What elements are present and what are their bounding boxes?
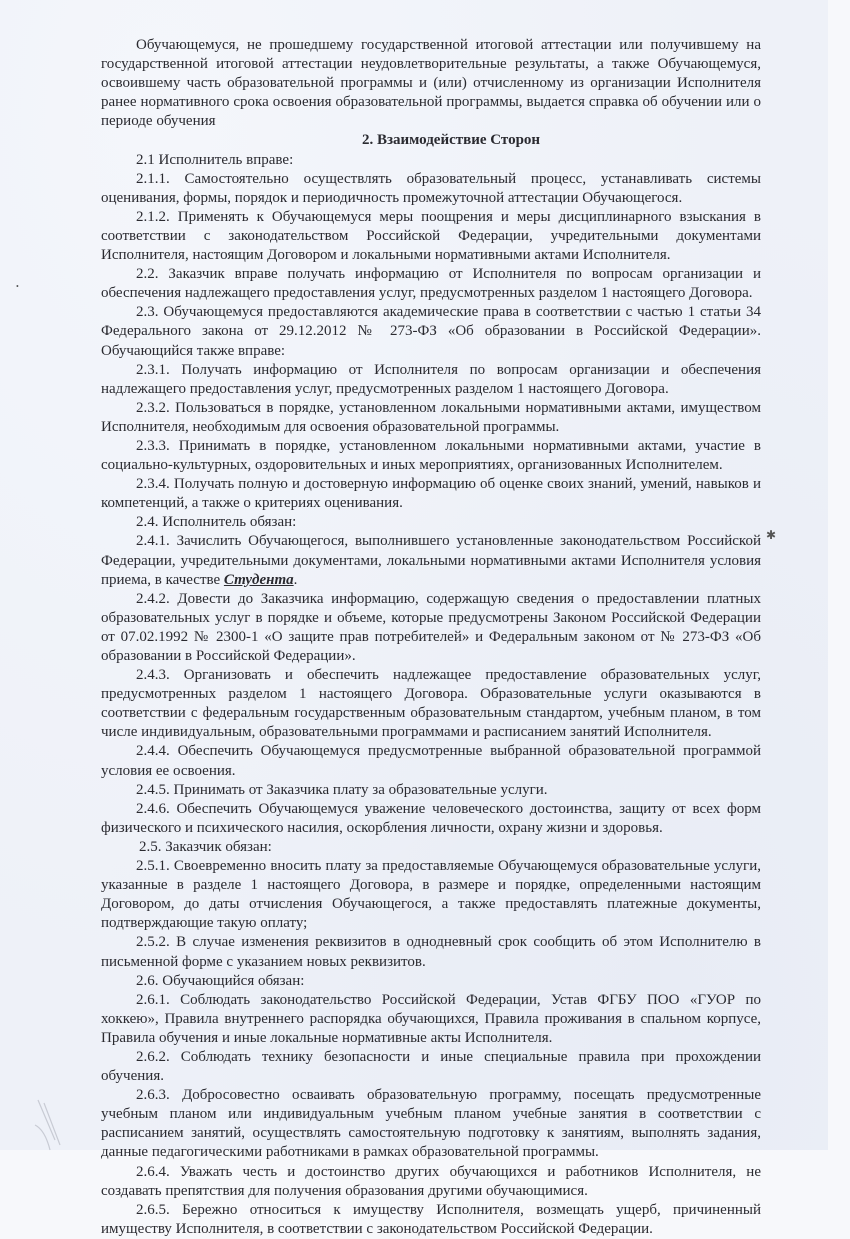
student-emphasis: Студента [223, 571, 294, 588]
clause-2-6-3: 2.6.3. Добросовестно осваивать образовательную программу, посещать предусмотренные учебным планом или индивидуальным учебным планом учебные занятия в соответствии с расписанием занятий, осуществлять самостоятельную подготовку к занятиям, выполнять задания, данные педагогическими работниками в рамках образовательной программы. [101, 1087, 761, 1161]
clause-2-4-1-end: . [293, 571, 298, 588]
clause-2-6: 2.6. Обучающийся обязан: [136, 972, 305, 989]
clause-2-3-3: 2.3.3. Принимать в порядке, установленном локальными нормативными актами, участие в социально-культурных, оздоровительных и иных мероприятиях, организованных Исполнителем. [101, 437, 761, 474]
clause-2-6-5: 2.6.5. Бережно относиться к имуществу Исполнителя, возмещать ущерб, причиненный имуществу Исполнителя, в соответствии с законодательством Российской Федерации. [101, 1201, 761, 1237]
clause-2-4-2: 2.4.2. Довести до Заказчика информацию, содержащую сведения о предоставлении платных образовательных услуг в порядке и объеме, которые предусмотрены Законом Российской Федерации от 07.02.1992 № 2300-1 «О защите прав потребителей» и Федеральным законом от № 273-ФЗ «Об образовании в Российской Федерации». [101, 590, 761, 664]
clause-2-5: 2.5. Заказчик обязан: [139, 838, 272, 855]
clause-2-4-1-text: 2.4.1. Зачислить Обучающегося, выполнившего установленные законодательством Российской Федерации, учредительными документами, локальными нормативными актами Исполнителя условия приема, в качестве [101, 533, 761, 588]
clause-2-6-4: 2.6.4. Уважать честь и достоинство других обучающихся и работников Исполнителя, не создавать препятствия для получения образования другими обучающимися. [101, 1163, 761, 1199]
clause-2-5-1: 2.5.1. Своевременно вносить плату за предоставляемые Обучающемуся образовательные услуги, указанные в разделе 1 настоящего Договора, в размере и порядке, определенными настоящим Договором, до даты отчисления Обучающегося, а также предоставлять платежные документы, подтверждающие такую оплату; [101, 858, 761, 932]
clause-2-5-2: 2.5.2. В случае изменения реквизитов в однодневный срок сообщить об этом Исполнителю в письменной форме с указанием новых реквизитов. [101, 934, 761, 970]
clause-2-4-3: 2.4.3. Организовать и обеспечить надлежащее предоставление образовательных услуг, предусмотренных разделом 1 настоящего Договора. Образовательные услуги оказываются в соответствии с федеральным государственным образовательным стандартом, учебным планом, в том числе индивидуальным, образовательными программами и расписанием занятий Исполнителя. [101, 667, 761, 741]
clause-2-1-2: 2.1.2. Применять к Обучающемуся меры поощрения и меры дисциплинарного взыскания в соответствии с законодательством Российской Федерации, учредительными документами Исполнителя, настоящим Договором и локальными нормативными актами Исполнителя. [101, 208, 761, 264]
clause-2-4-4: 2.4.4. Обеспечить Обучающемуся предусмотренные выбранной образовательной программой условия ее освоения. [101, 743, 761, 779]
clause-2-4-6: 2.4.6. Обеспечить Обучающемуся уважение человеческого достоинства, защиту от всех форм физического и психического насилия, оскорбления личности, охрану жизни и здоровья. [101, 800, 761, 836]
intro-paragraph: Обучающемуся, не прошедшему государственной итоговой аттестации или получившему на государственной итоговой аттестации неудовлетворительные результаты, а также Обучающемуся, освоившему часть образовательной программы и (или) отчисленному из организации Исполнителя ранее нормативного срока освоения образовательной программы, выдается справка об обучении или о периоде обучения [101, 37, 761, 130]
clause-2-4-5: 2.4.5. Принимать от Заказчика плату за образовательные услуги. [136, 781, 548, 798]
scan-speck: ✱ [766, 528, 777, 542]
scan-dot: • [16, 282, 19, 291]
clause-2-6-2: 2.6.2. Соблюдать технику безопасности и иные специальные правила при прохождении обучения. [101, 1048, 761, 1085]
clause-2-2: 2.2. Заказчик вправе получать информацию от Исполнителя по вопросам организации и обеспечения надлежащего предоставления услуг, предусмотренных разделом 1 настоящего Договора. [101, 266, 761, 302]
pencil-mark-icon [30, 1095, 70, 1155]
clause-2-3-1: 2.3.1. Получать информацию от Исполнителя по вопросам организации и обеспечения надлежащего предоставления услуг, предусмотренных разделом 1 настоящего Договора. [101, 361, 761, 397]
document-body [101, 36, 761, 1239]
clause-2-3: 2.3. Обучающемуся предоставляются академические права в соответствии с частью 1 статьи 34 Федерального закона от 29.12.2012 № 273-ФЗ «Об образовании в Российской Федерации». Обучающийся также вправе: [101, 304, 761, 359]
section-heading: 2. Взаимодействие Сторон [361, 132, 541, 149]
clause-2-1-1: 2.1.1. Самостоятельно осуществлять образовательный процесс, устанавливать системы оценивания, формы, порядок и периодичность промежуточной аттестации Обучающегося. [101, 170, 761, 206]
clause-2-4: 2.4. Исполнитель обязан: [136, 514, 297, 531]
clause-2-3-2: 2.3.2. Пользоваться в порядке, установленном локальными нормативными актами, имуществом Исполнителя, необходимым для освоения образовательной программы. [101, 399, 761, 435]
clause-2-3-4: 2.3.4. Получать полную и достоверную информацию об оценке своих знаний, умений, навыков и компетенций, а также о критериях оценивания. [101, 476, 761, 512]
clause-2-4-1 [101, 532, 761, 589]
clause-2-1: 2.1 Исполнитель вправе: [136, 151, 294, 168]
clause-2-6-1: 2.6.1. Соблюдать законодательство Российской Федерации, Устав ФГБУ ПОО «ГУОР по хоккею», Правила внутреннего распорядка обучающихся, Правила проживания в спальном корпусе, Правила обучения и иные локальные нормативные акты Исполнителя. [101, 991, 761, 1046]
